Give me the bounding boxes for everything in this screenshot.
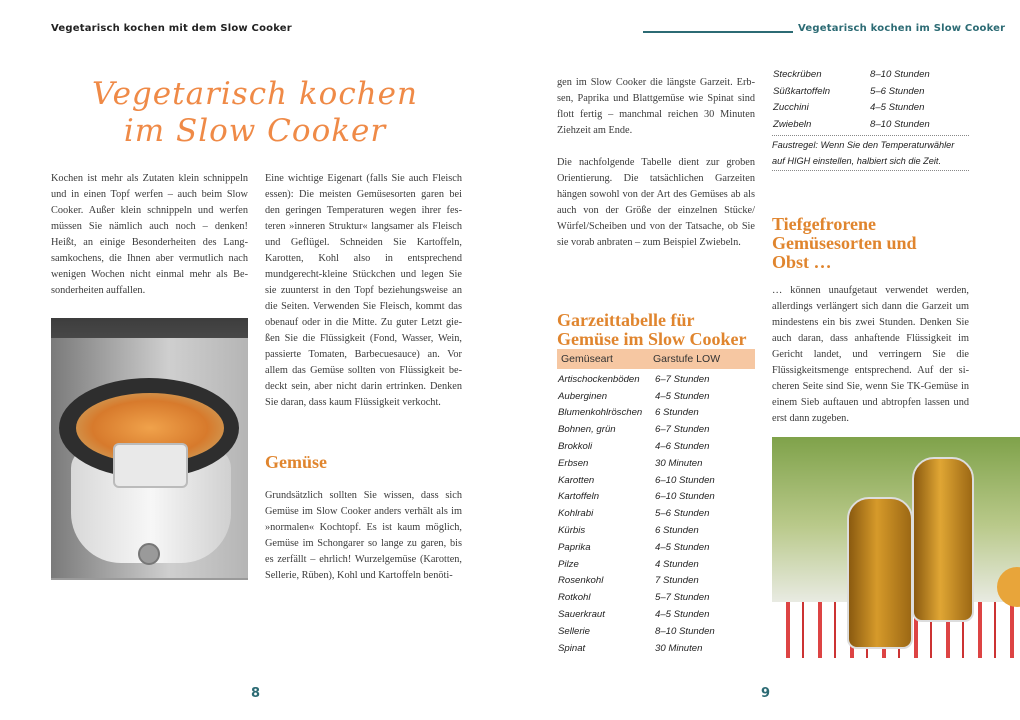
vegetable-name: Blumenkohlröschen	[558, 407, 643, 419]
right-para2: Die nachfolgende Tabelle dient zur groben Orientierung. Die tatsächlichen Garzeiten hängen sowohl von der Art des Gemüses ab als auch von der Größe der einzelnen Stücke/ Würfel/Scheiben und von der Tatsache, ob Sie sie vorab anbraten – zum Beispiel Zwiebeln.	[557, 157, 755, 248]
vegetable-name: Artischockenböden	[558, 373, 640, 385]
page-number-right: 9	[761, 686, 771, 701]
table-row	[557, 556, 755, 573]
table-row	[557, 505, 755, 522]
heading-line2: Gemüsesorten und	[772, 233, 917, 253]
table-row	[557, 623, 755, 640]
table-row	[557, 539, 755, 556]
table-row	[772, 83, 969, 100]
header-rule	[643, 31, 793, 33]
vegetable-name: Karotten	[558, 474, 595, 486]
page-number-left: 8	[251, 686, 261, 701]
vegetable-name: Pilze	[558, 558, 579, 570]
cooking-time: 4 Stunden	[655, 558, 699, 570]
cooking-time: 6 Stunden	[655, 407, 699, 419]
table-row	[557, 472, 755, 489]
table-row	[557, 522, 755, 539]
table-row	[772, 66, 969, 83]
vegetable-name: Bohnen, grün	[558, 424, 616, 436]
running-head-right: Vegetarisch kochen im Slow Cooker	[798, 23, 1006, 34]
vegetable-name: Brokkoli	[558, 441, 593, 453]
cooking-time: 6–7 Stunden	[655, 424, 710, 436]
vegetable-name: Sauerkraut	[558, 609, 605, 621]
cooking-time: 8–10 Stunden	[870, 68, 930, 80]
heading-line3: Obst …	[772, 252, 832, 272]
cooking-time: 4–5 Stunden	[655, 390, 710, 402]
broth-jars-photo	[772, 437, 1020, 658]
table-title	[557, 311, 746, 349]
cooking-time: 4–5 Stunden	[870, 102, 925, 114]
cooking-time: 30 Minuten	[655, 642, 703, 654]
table-row	[557, 573, 755, 590]
intro-paragraph: Kochen ist mehr als Zutaten klein schnippeln und in einen Topf werfen – auch beim Slow Cooker. Außer klein schnippeln und werfen müssen Sie nämlich auch noch – denken! Heißt, an einige Besonderheiten des Langsamkochens, die Ihnen aber vermutlich nach wenigen Wochen nicht einmal mehr als Besonderheiten auffallen.	[51, 173, 248, 296]
section-heading-gemuese: Gemüse	[265, 452, 327, 472]
chapter-title-line1: Vegetarisch kochen	[92, 76, 418, 112]
table-row	[557, 589, 755, 606]
cooking-time: 5–6 Stunden	[870, 85, 925, 97]
cooking-time: 5–7 Stunden	[655, 592, 710, 604]
section-heading-frozen	[772, 215, 917, 272]
running-head-left: Vegetarisch kochen mit dem Slow Cooker	[51, 23, 292, 34]
frozen-paragraph: … können unaufgetaut verwendet werden, allerdings verlängert sich dann die Garzeit um mindestens ein bis zwei Stunden. Denken Sie auch daran, dass anhaftende Flüssigkeit im Gericht landet, und verringern Sie die Flüssigkeitsmenge entsprechend. Auf der sicheren Seite sind Sie, wenn Sie TK-Gemüse in einem Sieb auftauen und abtropfen lassen und erst dann zugeben.	[772, 285, 969, 424]
vegetable-name: Zucchini	[773, 102, 809, 114]
cooking-time: 6 Stunden	[655, 525, 699, 537]
vegetable-name: Kürbis	[558, 525, 586, 537]
table-header	[557, 349, 755, 369]
cooking-time: 30 Minuten	[655, 457, 703, 469]
cooking-time: 7 Stunden	[655, 575, 699, 587]
chapter-title	[60, 76, 450, 150]
vegetable-name: Spinat	[558, 642, 586, 654]
cooking-time: 5–6 Stunden	[655, 508, 710, 520]
rule-of-thumb: Faustregel: Wenn Sie den Temperaturwähler auf HIGH einstellen, halbiert sich die Zeit.	[772, 135, 969, 171]
vegetable-name: Rotkohl	[558, 592, 591, 604]
table-row	[557, 388, 755, 405]
cooking-time: 6–10 Stunden	[655, 491, 715, 503]
table-row	[772, 116, 969, 133]
cooking-time: 6–7 Stunden	[655, 373, 710, 385]
table-row	[557, 489, 755, 506]
gemuese-paragraph: Grundsätzlich sollten Sie wissen, dass sich Gemüse im Slow Cooker anders verhält als im »normalen« Kochtopf. Es ist kaum möglich, Gemüse im Schongarer so lange zu garen, bis es zerfällt – ehrlich! Wurzelgemüse (Karotten, Sellerie, Rüben), Kohl und Kartoffeln benöti-	[265, 490, 462, 581]
vegetable-name: Paprika	[558, 541, 591, 553]
vegetable-name: Steckrüben	[773, 68, 822, 80]
table-row	[557, 438, 755, 455]
vegetable-name: Rosenkohl	[558, 575, 604, 587]
vegetable-name: Zwiebeln	[773, 119, 812, 131]
col2-paragraph: Eine wichtige Eigenart (falls Sie auch Fleisch essen): Die meisten Gemüsesorten garen bei den geringen Temperaturen wegen ihrer festeren »inneren Struktur« langsamer als Fleisch und Geflügel. Schneiden Sie Kartoffeln, Karotten, Kohl also in entsprechend mundgerecht-kleine Stückchen und legen Sie sie zuunterst in den Topf beziehungsweise an die Seiten. Verwenden Sie Fleisch, kommt das obenauf oder in die Mitte. Zu guter Letzt gießen Sie die Flüssigkeit (Fond, Wasser, Wein, passierte Tomaten, Barbecuesauce) an. Vor allem das Gemüse sollten von Flüssigkeit bedeckt sein, aber nicht darin ertrinken. Denken Sie daran, dass kaum Flüssigkeit verkocht.	[265, 173, 462, 408]
cooking-time-table	[557, 349, 755, 657]
vegetable-name: Auberginen	[558, 390, 608, 402]
slow-cooker-photo	[51, 318, 248, 580]
table-row	[557, 606, 755, 623]
table-row	[772, 100, 969, 117]
cooking-time: 4–5 Stunden	[655, 541, 710, 553]
table-row	[557, 455, 755, 472]
cooking-time: 4–5 Stunden	[655, 609, 710, 621]
table-row	[557, 371, 755, 388]
heading-line1: Tiefgefrorene	[772, 214, 876, 234]
cooking-time-table-continued	[772, 66, 969, 171]
vegetable-name: Sellerie	[558, 625, 590, 637]
chapter-title-line2: im Slow Cooker	[123, 113, 387, 149]
vegetable-name: Kohlrabi	[558, 508, 594, 520]
header-vegetable: Gemüseart	[561, 353, 613, 365]
cooking-time: 6–10 Stunden	[655, 474, 715, 486]
table-row	[557, 421, 755, 438]
table-row	[557, 405, 755, 422]
vegetable-name: Kartoffeln	[558, 491, 600, 503]
table-title-line2: Gemüse im Slow Cooker	[557, 329, 747, 349]
cooking-time: 8–10 Stunden	[870, 119, 930, 131]
vegetable-name: Süßkartoffeln	[773, 85, 831, 97]
table-row	[557, 640, 755, 657]
header-time: Garstufe LOW	[653, 353, 721, 365]
cooking-time: 8–10 Stunden	[655, 625, 715, 637]
right-para1: gen im Slow Cooker die längste Garzeit. Erbsen, Paprika und Blattgemüse wie Spinat sind flott fertig – manchmal reichen 30 Minuten Ziehzeit am Ende.	[557, 77, 755, 136]
table-title-line1: Garzeittabelle für	[557, 310, 695, 330]
cooking-time: 4–6 Stunden	[655, 441, 710, 453]
vegetable-name: Erbsen	[558, 457, 589, 469]
